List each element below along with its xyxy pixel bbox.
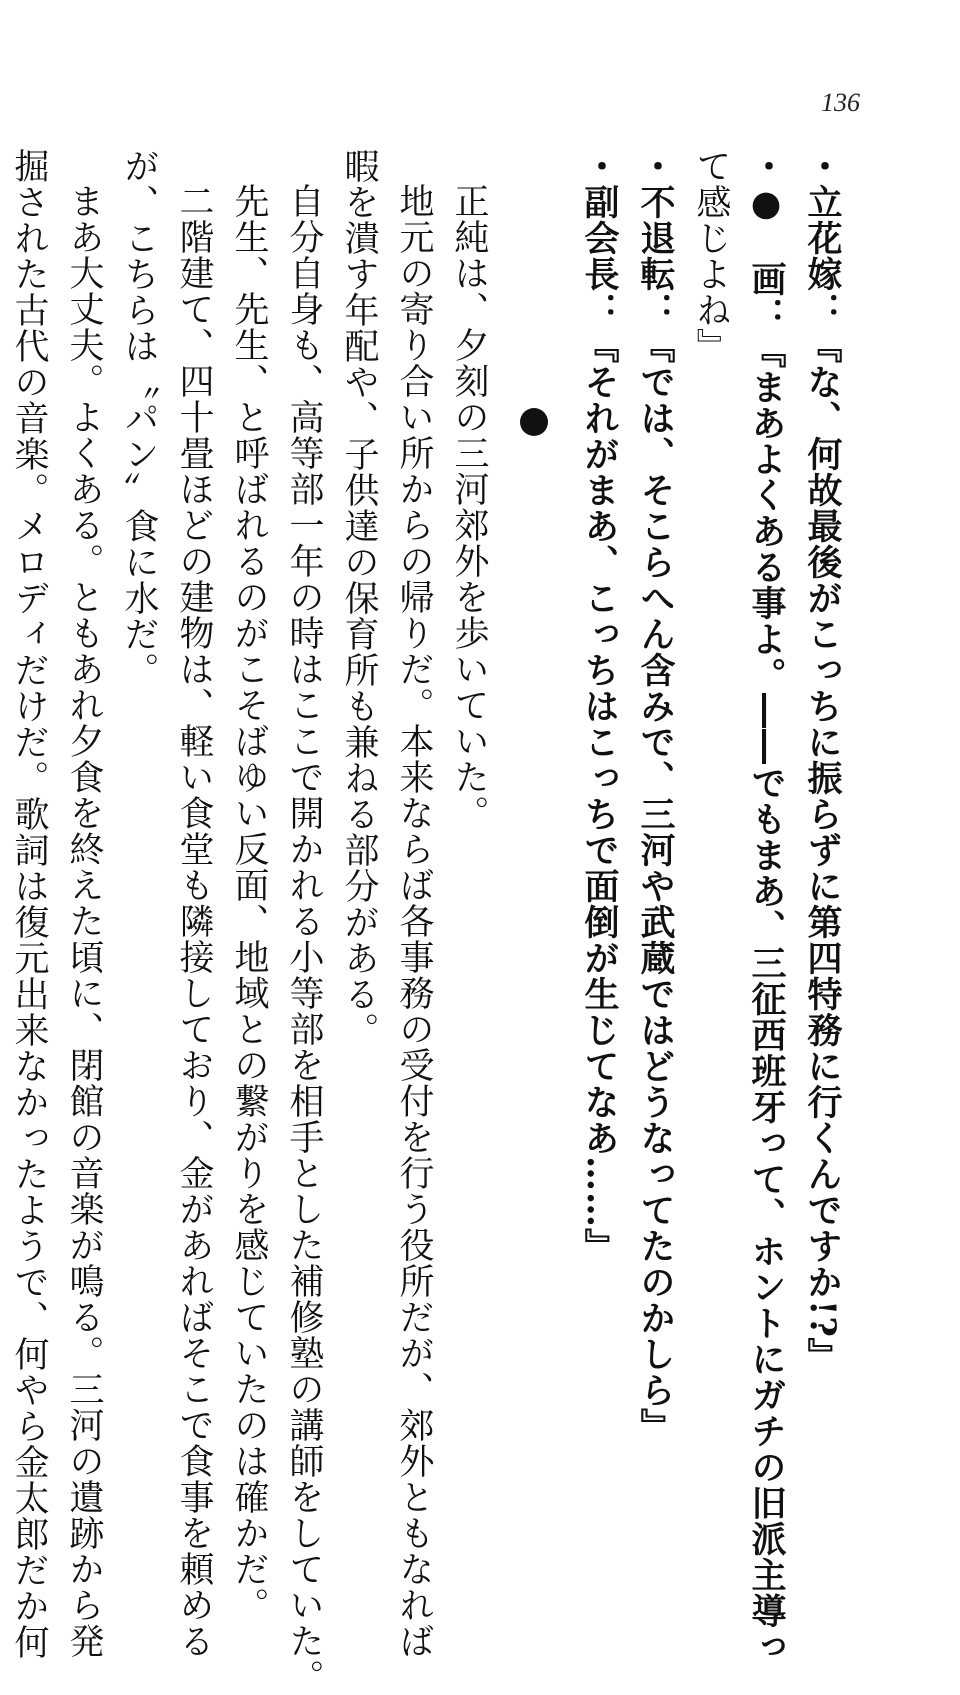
narrative-line: 地元の寄り合い所からの帰りだ。本来ならば各事務の受付を行う役所だが、郊外ともなれば <box>394 183 434 1659</box>
narrative-line: 二階建て、四十畳ほどの建物は、軽い食堂も隣接しており、金があればそこで食事を頼める <box>174 183 214 1659</box>
speaker-tag: ・副会長： <box>579 148 619 328</box>
speaker-tag: ・立花嫁： <box>802 148 842 328</box>
dialogue-text: 『それがまあ、こっちはこっちで面倒が生じてなあ……』 <box>579 328 620 1264</box>
narrative-line <box>0 148 1 1288</box>
dialogue-line <box>627 148 683 1444</box>
speaker-tag: ・不退転： <box>635 148 675 328</box>
narrative-line: 自分自身も、高等部一年の時はここで開かれる小等部を相手とした補修塾の講師をしていた。 <box>284 183 324 1695</box>
dialogue-text: 『な、何故最後がこっちに振らずに第四特務に行くんですか!?』 <box>802 328 843 1374</box>
dialogue-continuation: て感じよね』 <box>691 148 731 364</box>
dialogue-line <box>571 148 627 1288</box>
narrative-line: 掘された古代の音楽。メロディだけだ。歌詞は復元出来なかったようで、何やら金太郎だか何 <box>9 148 49 1660</box>
dialogue-line <box>794 148 850 1374</box>
vertical-text-body <box>0 148 850 1695</box>
speaker-tag: ・● 画： <box>746 148 786 333</box>
narrative-line: 先生、先生、と呼ばれるのがこそばゆい反面、地域との繋がりを感じていたのは確かだ。 <box>229 183 269 1623</box>
dialogue-line <box>738 148 794 1665</box>
narrative-line: 正純は、夕刻の三河郊外を歩いていた。 <box>449 183 489 831</box>
page-number: 136 <box>821 88 860 117</box>
section-break-dot <box>520 408 548 436</box>
dialogue-text: 『では、そこらへん含みで、三河や武蔵ではどうなってたのかしら』 <box>635 328 676 1444</box>
narrative-line: 暇を潰す年配や、子供達の保育所も兼ねる部分がある。 <box>339 148 379 1048</box>
dialogue-text: 『まあよくある事よ。――でもまあ、三征西班牙って、ホントにガチの旧派主導っ <box>746 333 787 1665</box>
section-break <box>506 148 561 1288</box>
narrative-line: まあ大丈夫。よくある。ともあれ夕食を終えた頃に、閉館の音楽が鳴る。三河の遺跡から発 <box>64 183 104 1659</box>
narrative-line: が、こちらは〝パン〟食に水だ。 <box>119 148 159 688</box>
